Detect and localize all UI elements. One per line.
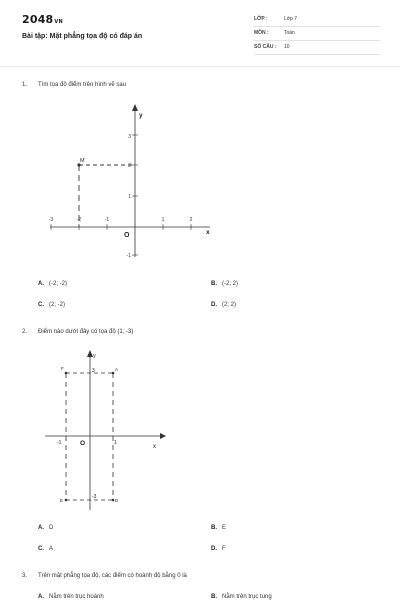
answer-option[interactable]: B. E — [211, 525, 227, 531]
meta-count-row — [254, 42, 380, 55]
meta-subject-value: Toán — [284, 30, 295, 36]
meta-class-label: LỚP : — [254, 16, 268, 22]
origin-label: O — [80, 440, 86, 447]
site-logo[interactable] — [22, 13, 63, 26]
page-header — [0, 0, 400, 62]
point-a-label: A — [115, 367, 119, 372]
x-tick-labels — [49, 217, 193, 223]
header-divider — [0, 66, 400, 67]
label-pos1: 1 — [114, 440, 117, 446]
label-pos3: 3 — [92, 368, 95, 374]
svg-text:-3: -3 — [48, 217, 54, 223]
label-neg3: -3 — [92, 494, 97, 500]
meta-subject-label: MÔN : — [254, 30, 269, 36]
answer-option[interactable]: A. Nằm trên trục hoành — [38, 594, 104, 600]
meta-class-value: Lớp 7 — [284, 16, 298, 22]
point-d-marker — [112, 499, 115, 502]
meta-count-label: SỐ CÂU : — [254, 44, 277, 50]
y-axis-label: y — [93, 353, 96, 359]
question-2-figure — [40, 345, 180, 515]
svg-text:1: 1 — [128, 194, 131, 200]
x-axis-label: x — [153, 444, 156, 450]
answer-option[interactable]: A. (-2; -2) — [38, 281, 67, 287]
x-axis-label: x — [206, 229, 210, 236]
svg-text:-1: -1 — [104, 217, 110, 223]
label-neg1: -1 — [57, 440, 62, 446]
answer-option[interactable]: D. (2; 2) — [211, 302, 237, 308]
answer-option[interactable]: B. (-2; 2) — [211, 281, 239, 287]
logo-text: 2048 — [22, 13, 54, 26]
origin-label: O — [124, 232, 130, 239]
x-axis-arrow — [160, 433, 166, 439]
y-tick-labels — [127, 134, 132, 259]
point-f-marker — [65, 372, 68, 375]
point-m-label: M — [80, 158, 85, 164]
question-1-figure — [45, 100, 230, 265]
point-a-marker — [112, 372, 115, 375]
question-text: Điểm nào dưới đây có tọa độ (1; -3) — [38, 329, 134, 335]
question-number: 3. — [22, 573, 28, 579]
svg-text:3: 3 — [128, 134, 131, 140]
y-axis-arrow — [132, 104, 138, 111]
svg-text:-1: -1 — [126, 253, 131, 259]
question-3 — [22, 573, 187, 579]
answer-option[interactable]: A. D — [38, 525, 54, 531]
answer-option[interactable]: C. A — [38, 546, 54, 552]
question-2 — [22, 329, 133, 335]
meta-class-row — [254, 14, 380, 27]
svg-text:2: 2 — [128, 163, 131, 169]
page-title: Bài tập: Mặt phẳng tọa độ có đáp án — [22, 33, 143, 40]
question-text: Tìm tọa độ điểm trên hình vẽ sau — [38, 82, 127, 88]
answer-option[interactable]: C. (2; -2) — [38, 302, 66, 308]
point-f-label: F — [61, 366, 64, 371]
point-d-label: D — [115, 498, 119, 503]
question-1 — [22, 82, 126, 88]
question-text: Trên mặt phẳng tọa độ, các điểm có hoành độ bằng 0 là — [38, 573, 187, 579]
answer-option[interactable]: B. Nằm trên trục tung — [211, 594, 272, 600]
logo-suffix: VN — [54, 19, 63, 25]
meta-count-value: 10 — [284, 44, 290, 50]
svg-text:1: 1 — [161, 217, 165, 223]
question-number: 2. — [22, 329, 28, 335]
meta-subject-row — [254, 28, 380, 41]
point-e-marker — [65, 499, 68, 502]
svg-text:-2: -2 — [76, 217, 82, 223]
question-number: 1. — [22, 82, 28, 88]
y-axis-label: y — [139, 112, 143, 119]
svg-text:2: 2 — [189, 217, 193, 223]
point-e-label: E — [60, 498, 64, 503]
answer-option[interactable]: D. F — [211, 546, 226, 552]
